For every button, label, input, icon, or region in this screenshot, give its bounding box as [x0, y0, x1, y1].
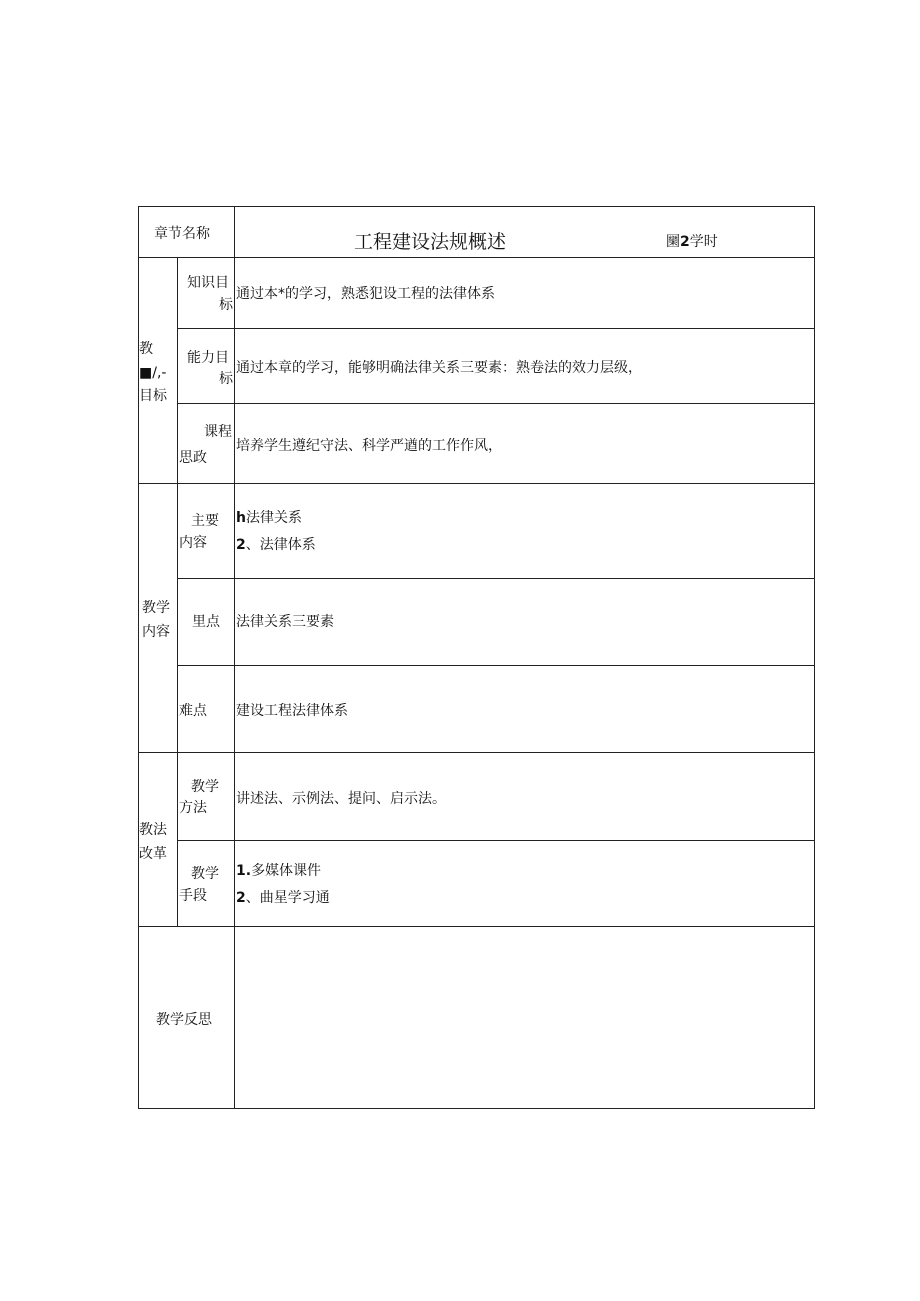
methods-label-line2: 方法: [179, 800, 207, 816]
hours-unit: 学时: [689, 234, 718, 250]
hours-glyph: 圞: [666, 234, 680, 250]
goals-label-line3: 目标: [139, 388, 167, 404]
chapter-title: 工程建设法规概述: [354, 231, 507, 253]
means-item2-marker: 2: [236, 890, 246, 906]
main-content-label-line2: 内容: [179, 535, 207, 551]
goals-label-line1: 教: [139, 341, 153, 357]
methods-content: 讲述法、示例法、提问、启示法。: [236, 791, 446, 807]
methods-label-line1: 教学: [191, 779, 219, 795]
main-item1-text: 法律关系: [245, 510, 302, 526]
content-label-line1: 教学: [142, 600, 170, 616]
reform-label-line1: 教法: [139, 822, 167, 838]
main-item1-marker: h: [236, 510, 246, 526]
table-border: [139, 207, 815, 1109]
means-label-line1: 教学: [191, 866, 219, 882]
main-item2-marker: 2: [236, 537, 246, 553]
content-label-line2: 内容: [142, 624, 170, 640]
key-points-label: 里点: [192, 614, 220, 630]
means-item1-text: 多媒体课件: [251, 863, 322, 879]
knowledge-label-line2: 标: [219, 297, 233, 313]
knowledge-content: 通过本*的学习，熟悉犯设工程的法律体系: [236, 286, 495, 302]
means-item-2: [236, 886, 330, 910]
reform-label-line2: 改革: [139, 846, 167, 862]
main-content-label-line1: 主要: [191, 513, 219, 529]
ability-label-line1: 能力目: [187, 350, 229, 366]
ideology-label-line2: 思政: [179, 450, 207, 466]
ideology-label-line1: 课程: [204, 424, 232, 440]
key-points-content: 法律关系三要素: [236, 614, 334, 630]
ability-label-line2: 标: [219, 371, 233, 387]
means-item1-marker: 1.: [236, 863, 252, 879]
means-item2-text: 、曲星学习通: [245, 890, 330, 906]
means-item-1: [236, 859, 321, 883]
ability-content: 通过本章的学习，能够明确法律关系三要素：熟卷法的效力层级，: [236, 360, 642, 376]
means-label-line2: 手段: [179, 888, 207, 904]
reflection-label: 教学反思: [156, 1012, 212, 1028]
difficulties-content: 建设工程法律体系: [236, 703, 348, 719]
ideology-content: 培养学生遵纪守法、科学严遒的工作作风，: [236, 438, 502, 454]
chapter-label: 章节名称: [154, 226, 210, 242]
main-content-item-1: [236, 506, 302, 530]
main-item2-text: 、法律体系: [245, 537, 316, 553]
main-content-item-2: [236, 533, 316, 557]
difficulties-label: 难点: [179, 703, 207, 719]
goals-label-line2: ■/,-: [139, 365, 167, 381]
knowledge-label-line1: 知识目: [187, 275, 229, 291]
hours-number: 2: [680, 234, 690, 250]
hours-field: [666, 230, 718, 254]
